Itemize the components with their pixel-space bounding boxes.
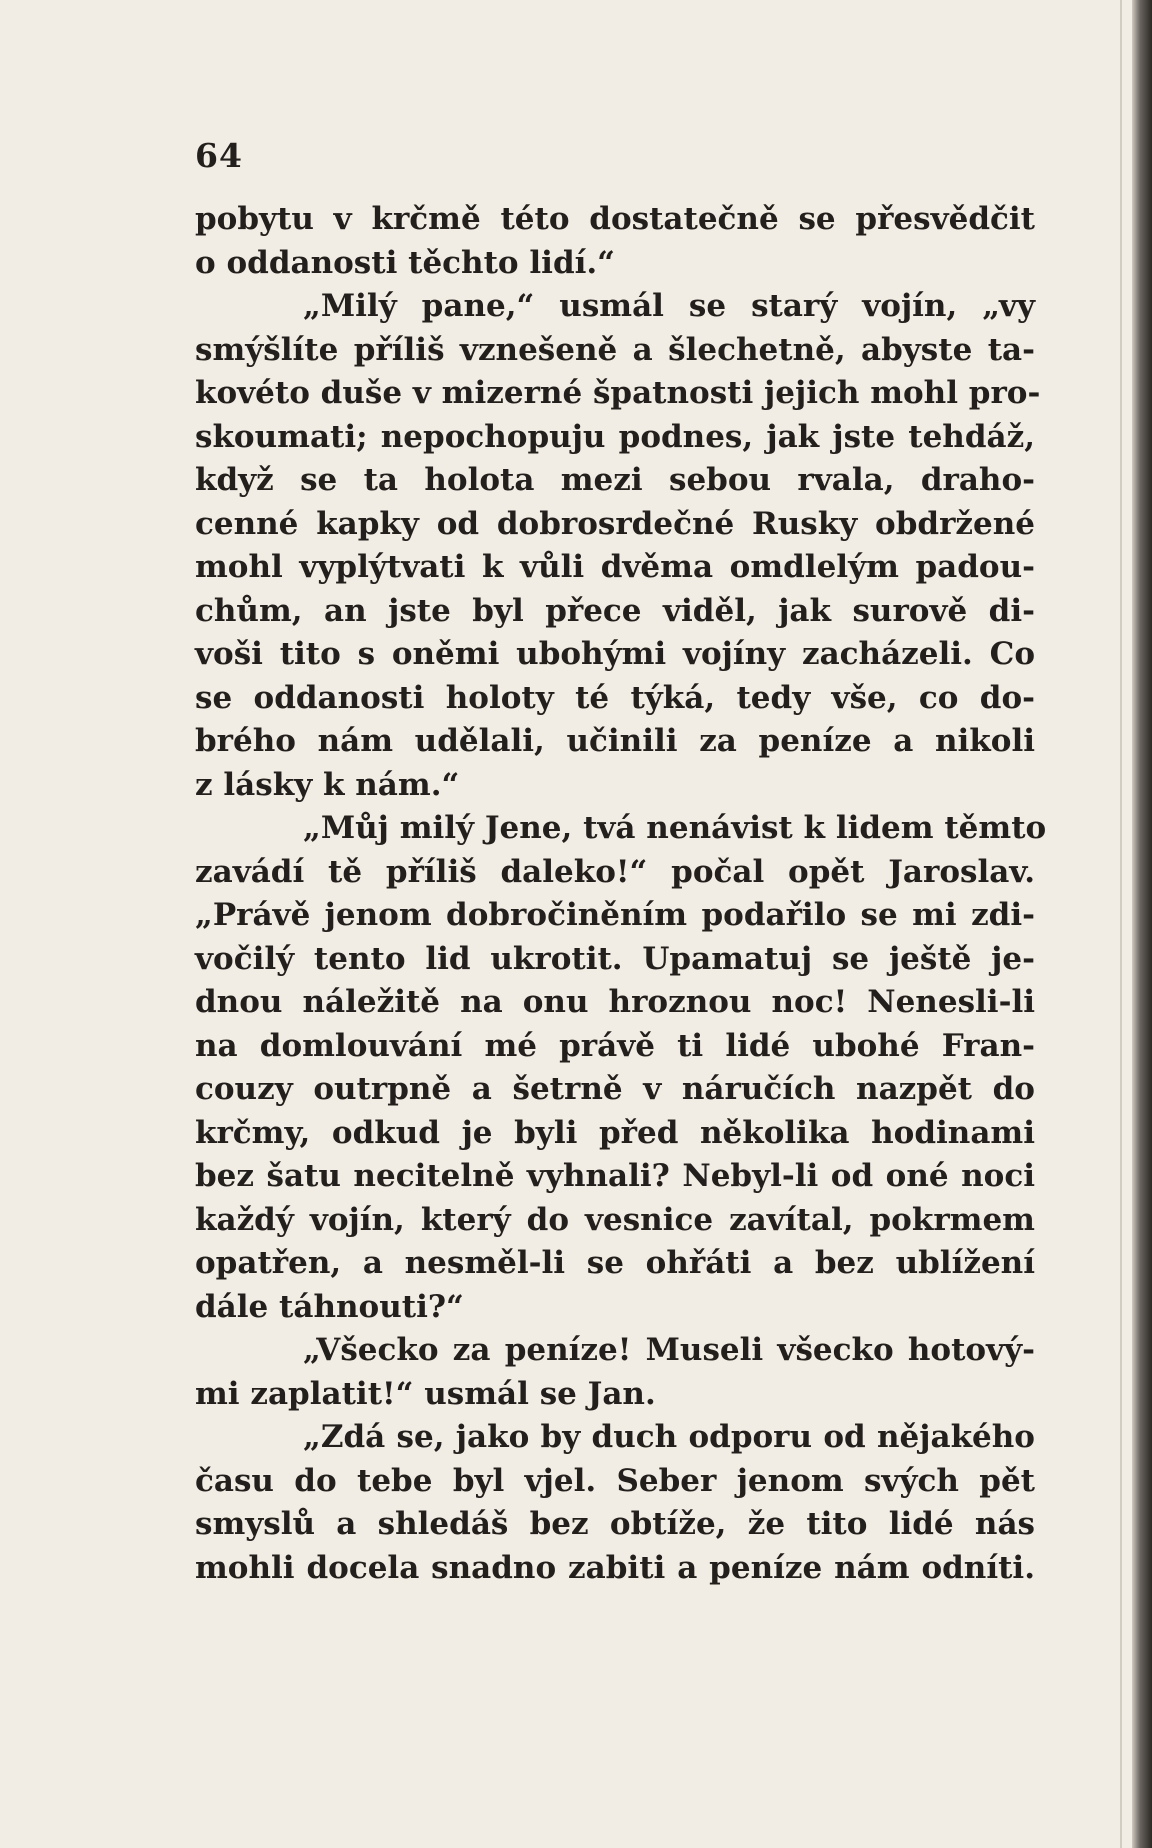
text-line: krčmy, odkud je byli před několika hodinami [195,1114,1035,1151]
text-line: cenné kapky od dobrosrdečné Rusky obdržené [195,505,1035,542]
text-line: se oddanosti holoty té týká, tedy vše, co do- [195,679,1035,716]
text-line: na domlouvání mé právě ti lidé ubohé Fran- [195,1027,1035,1064]
text-line: mohl vyplýtvati k vůli dvěma omdlelým padou- [195,549,1035,585]
page-edge-line [1120,0,1122,1848]
text-line: brého nám udělali, učinili za peníze a nikoli [195,723,1035,759]
binding-shadow [1132,0,1152,1848]
text-line: smýšlíte příliš vznešeně a šlechetně, abyste ta- [195,331,1035,368]
text-line: smyslů a shledáš bez obtíže, že tito lidé nás [195,1506,1035,1542]
text-line: „Můj milý Jene, tvá nenávist k lidem těmto [303,810,1047,846]
text-line: „Všecko za peníze! Museli všecko hotový- [303,1332,1035,1368]
text-line: pobytu v krčmě této dostatečně se přesvědčit [195,201,1035,237]
text-line: vočilý tento lid ukrotit. Upamatuj se ještě je- [195,940,1035,977]
text-line: skoumati; nepochopuju podnes, jak jste tehdáž, [195,418,1035,455]
text-line: mohli docela snadno zabiti a peníze nám odníti. [195,1549,1035,1586]
text-line: voši tito s oněmi ubohými vojíny zacházeli. Co [195,636,1035,672]
text-line: času do tebe byl vjel. Seber jenom svých pět [195,1462,1035,1499]
text-line: „Zdá se, jako by duch odporu od nějakého [303,1419,1035,1455]
text-line: každý vojín, který do vesnice zavítal, pokrmem [195,1201,1035,1238]
text-line: zavádí tě příliš daleko!“ počal opět Jaroslav. [195,853,1035,890]
text-line: když se ta holota mezi sebou rvala, draho- [195,462,1035,498]
text-line: couzy outrpně a šetrně v náručích nazpět do [195,1071,1035,1107]
text-line: „Milý pane,“ usmál se starý vojín, „vy [303,288,1035,324]
page-number: 64 [195,136,243,175]
text-line: dále táhnouti?“ [195,1288,464,1325]
text-line: dnou náležitě na onu hroznou noc! Nenesli-li [195,984,1035,1020]
text-line: kovéto duše v mizerné špatnosti jejich mohl pro- [195,375,1041,411]
text-line: bez šatu necitelně vyhnali? Nebyl-li od oné noci [195,1158,1035,1194]
text-line: opatřen, a nesměl-li se ohřáti a bez ublížení [195,1245,1035,1281]
text-line: o oddanosti těchto lidí.“ [195,244,616,281]
text-line: chům, an jste byl přece viděl, jak surově di- [195,592,1035,629]
text-line: „Právě jenom dobročiněním podařilo se mi zdi- [195,897,1035,933]
text-line: z lásky k nám.“ [195,766,460,803]
body-text [195,198,1047,1590]
text-line: mi zaplatit!“ usmál se Jan. [195,1375,656,1412]
